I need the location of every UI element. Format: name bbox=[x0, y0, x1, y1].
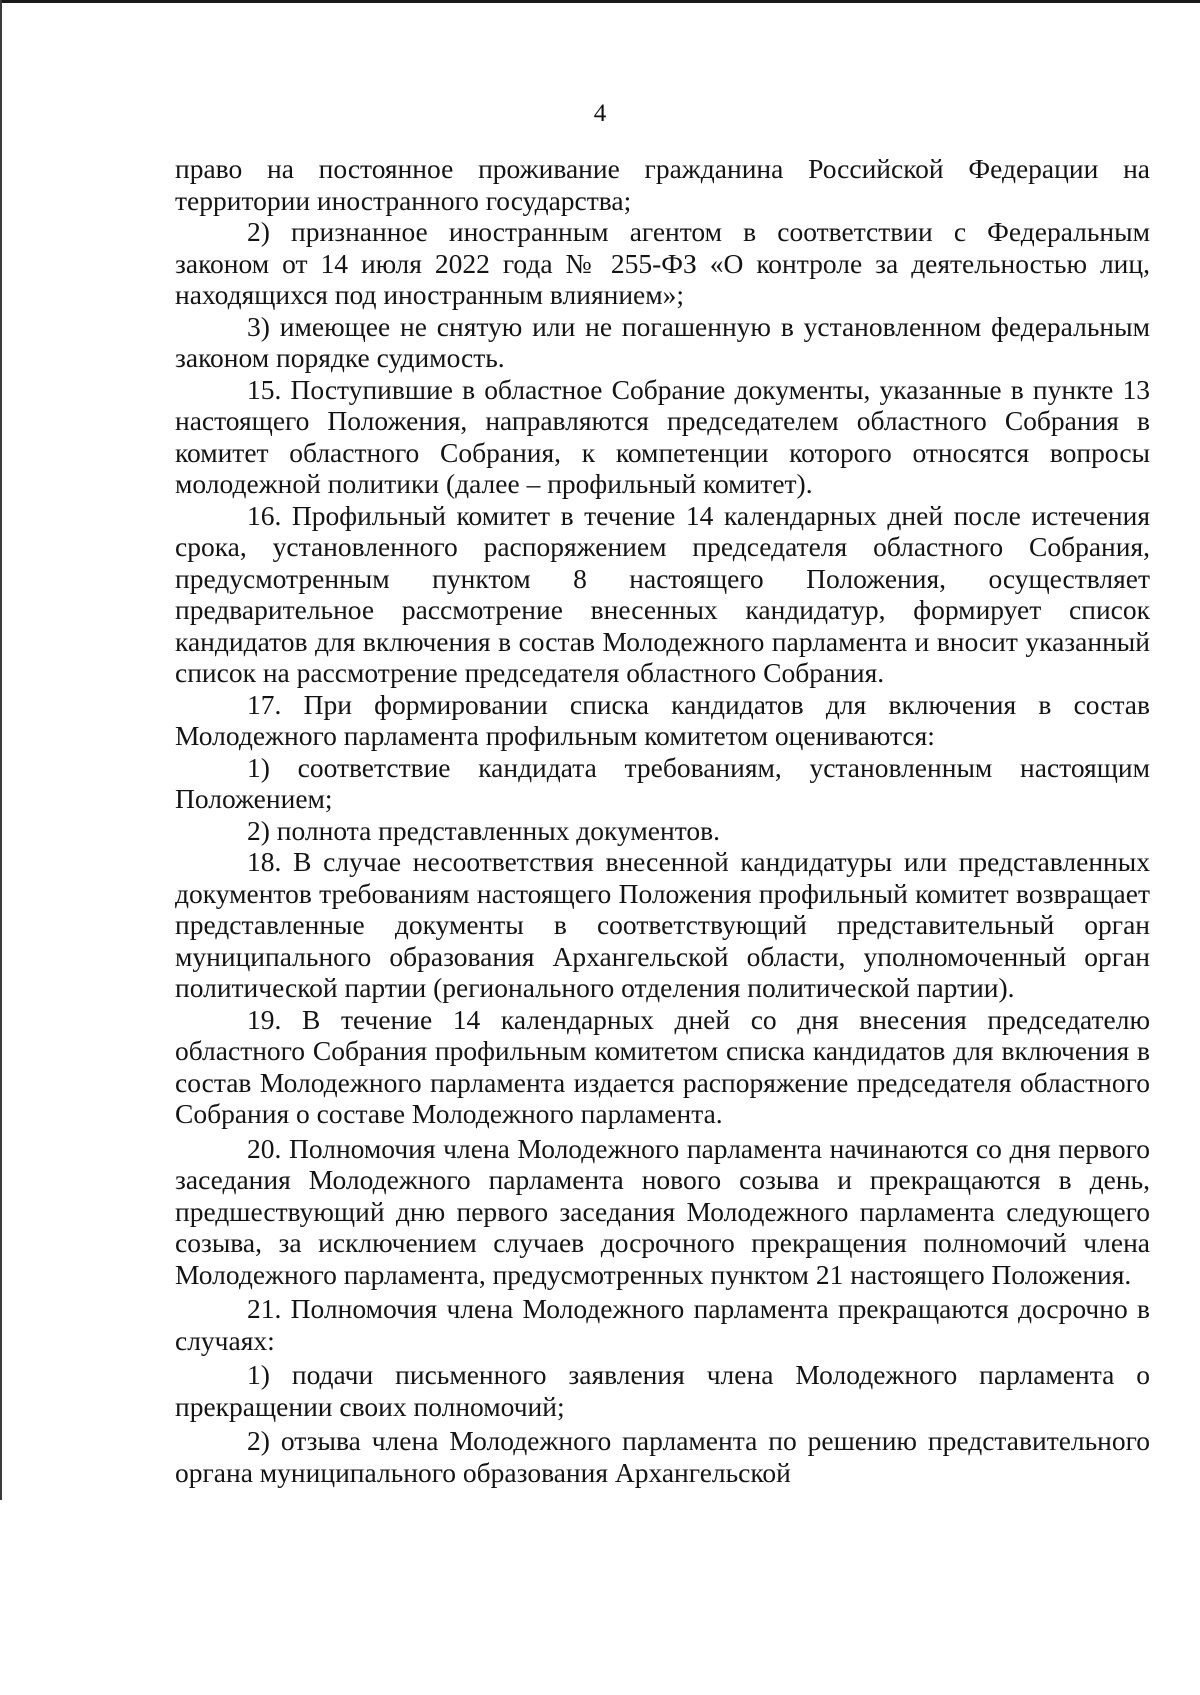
paragraph: 1) подачи письменного заявления члена Молодежного парламента о прекращении своих полномочий; bbox=[175, 1359, 1150, 1422]
scan-top-edge bbox=[0, 0, 1200, 3]
paragraph: право на постоянное проживание гражданина Российской Федерации на территории иностранного государства; bbox=[175, 153, 1150, 216]
paragraph: 15. Поступившие в областное Собрание документы, указанные в пункте 13 настоящего Положения, направляются председателем областного Собрания в комитет областного Собрания, к компетенции которого относятся вопросы молодежной политики (далее – профильный комитет). bbox=[175, 373, 1150, 499]
paragraph: 18. В случае несоответствия внесенной кандидатуры или представленных документов требованиям настоящего Положения профильный комитет возвращает представленные документы в соответствующий представительный орган муниципального образования Архангельской области, уполномоченный орган политической партии (регионального отделения политической партии). bbox=[175, 846, 1150, 1003]
paragraph: 1) соответствие кандидата требованиям, установленным настоящим Положением; bbox=[175, 751, 1150, 814]
paragraph: 17. При формировании списка кандидатов для включения в состав Молодежного парламента профильным комитетом оцениваются: bbox=[175, 688, 1150, 751]
paragraph: 21. Полномочия члена Молодежного парламента прекращаются досрочно в случаях: bbox=[175, 1293, 1150, 1356]
paragraph: 2) отзыва члена Молодежного парламента по решению представительного органа муниципального образования Архангельской bbox=[175, 1425, 1150, 1488]
page-number: 4 bbox=[593, 100, 607, 127]
paragraph: 20. Полномочия члена Молодежного парламента начинаются со дня первого заседания Молодежного парламента нового созыва и прекращаются в день, предшествующий дню первого заседания Молодежного парламента следующего созыва, за исключением случаев досрочного прекращения полномочий члена Молодежного парламента, предусмотренных пунктом 21 настоящего Положения. bbox=[175, 1132, 1150, 1290]
scan-left-edge bbox=[0, 0, 2, 1500]
paragraph: 16. Профильный комитет в течение 14 календарных дней после истечения срока, установленного распоряжением председателя областного Собрания, предусмотренным пунктом 8 настоящего Положения, осуществляет предварительное рассмотрение внесенных кандидатур, формирует список кандидатов для включения в состав Молодежного парламента и вносит указанный список на рассмотрение председателя областного Собрания. bbox=[175, 499, 1150, 688]
paragraph: 3) имеющее не снятую или не погашенную в установленном федеральным законом порядке судимость. bbox=[175, 310, 1150, 373]
document-body bbox=[175, 153, 1150, 1488]
paragraph: 19. В течение 14 календарных дней со дня внесения председателю областного Собрания профильным комитетом списка кандидатов для включения в состав Молодежного парламента издается распоряжение председателя областного Собрания о составе Молодежного парламента. bbox=[175, 1003, 1150, 1129]
paragraph: 2) признанное иностранным агентом в соответствии с Федеральным законом от 14 июля 2022 года № 255-ФЗ «О контроле за деятельностью лиц, находящихся под иностранным влиянием»; bbox=[175, 216, 1150, 310]
paragraph: 2) полнота представленных документов. bbox=[247, 814, 720, 846]
